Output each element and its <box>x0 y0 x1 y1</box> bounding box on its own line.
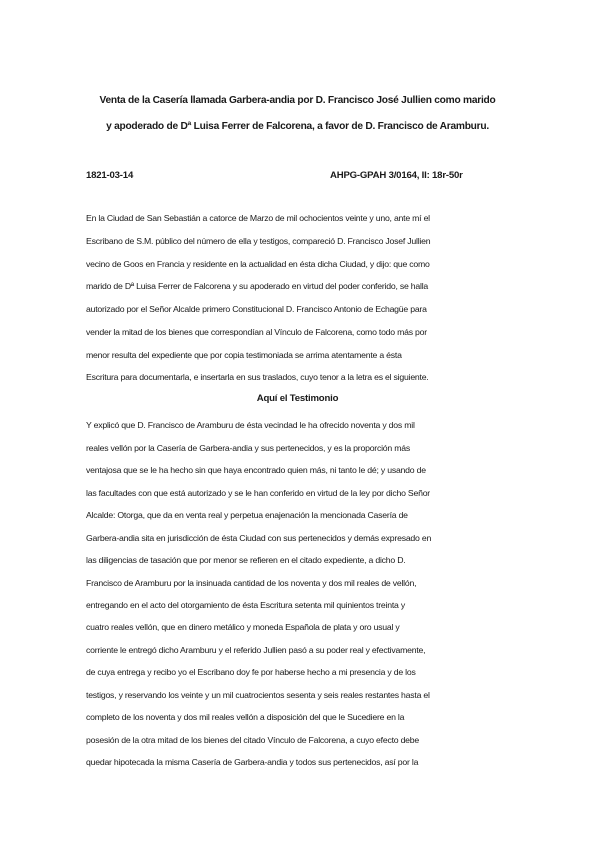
paragraph2-line: testigos, y reservando los veinte y un mil cuatrocientos sesenta y seis reales restantes hasta el <box>86 690 430 700</box>
section-heading: Aquí el Testimonio <box>256 393 339 404</box>
paragraph1-line: marido de Dª Luisa Ferrer de Falcorena y su apoderado en virtud del poder conferido, se halla <box>86 281 429 291</box>
paragraph2-line: completo de los noventa y dos mil reales vellón a disposición del que le Sucediere en la <box>86 712 405 722</box>
paragraph2-line: corriente le entregó dicho Aramburu y el referido Jullien pasó a su poder real y efectivamente, <box>86 645 426 655</box>
document-title-line-2: y apoderado de Dª Luisa Ferrer de Falcorena, a favor de D. Francisco de Aramburu. <box>106 121 489 132</box>
paragraph2-line: reales vellón por la Casería de Garbera-andia y sus pertenecidos, y es la proporción más <box>86 443 410 453</box>
paragraph2-line: de cuya entrega y recibo yo el Escribano doy fe por haberse hecho a mi presencia y de los <box>86 667 416 677</box>
paragraph1-line: vender la mitad de los bienes que correspondían al Vínculo de Falcorena, como todo más por <box>86 327 427 337</box>
archive-reference: AHPG-GPAH 3/0164, II: 18r-50r <box>330 170 463 181</box>
paragraph2-line: posesión de la otra mitad de los bienes del citado Vínculo de Falcorena, a cuyo efecto debe <box>86 735 420 745</box>
paragraph2-line: entregando en el acto del otorgamiento de ésta Escritura setenta mil quinientos treinta y <box>86 600 405 610</box>
document-date: 1821-03-14 <box>86 170 134 181</box>
paragraph1-line: menor resulta del expediente que por copia testimoniada se arrima atentamente a ésta <box>86 350 402 360</box>
paragraph1-line: vecino de Goos en Francia y residente en la actualidad en ésta dicha Ciudad, y dijo: que como <box>86 259 430 269</box>
document-title-line-1: Venta de la Casería llamada Garbera-andia por D. Francisco José Jullien como marido <box>99 95 496 106</box>
paragraph2-line: Garbera-andia sita en jurisdicción de ésta Ciudad con sus pertenecidos y demás expresado en <box>86 533 432 543</box>
paragraph2-line: ventajosa que se le ha hecho sin que haya encontrado quien más, ni tanto le dé; y usando de <box>86 465 426 475</box>
paragraph1-line: Escritura para documentarla, e insertarla en sus traslados, cuyo tenor a la letra es el siguiente. <box>86 372 429 382</box>
paragraph2-line: Alcalde: Otorga, que da en venta real y perpetua enajenación la mencionada Casería de <box>86 510 408 520</box>
paragraph2-line: cuatro reales vellón, que en dinero metálico y moneda Española de plata y oro usual y <box>86 622 400 632</box>
paragraph2-line: Francisco de Aramburu por la insinuada cantidad de los noventa y dos mil reales de vellón, <box>86 578 417 588</box>
paragraph2-line: las facultades con que está autorizado y se le han conferido en virtud de la ley por dicho Señor <box>86 488 430 498</box>
paragraph1-line: Escribano de S.M. público del número de ella y testigos, compareció D. Francisco Josef Jullien <box>86 236 431 246</box>
paragraph1-line: autorizado por el Señor Alcalde primero Constitucional D. Francisco Antonio de Echagüe para <box>86 304 427 314</box>
paragraph2-line: las diligencias de tasación que por menor se refieren en el citado expediente, a dicho D. <box>86 555 406 565</box>
paragraph2-line: Y explicó que D. Francisco de Aramburu de ésta vecindad le ha ofrecido noventa y dos mil <box>86 420 415 430</box>
paragraph1-line: En la Ciudad de San Sebastián a catorce de Marzo de mil ochocientos veinte y uno, ante mí el <box>86 213 430 223</box>
paragraph2-line: quedar hipotecada la misma Casería de Garbera-andia y todos sus pertenecidos, así por la <box>86 757 419 767</box>
